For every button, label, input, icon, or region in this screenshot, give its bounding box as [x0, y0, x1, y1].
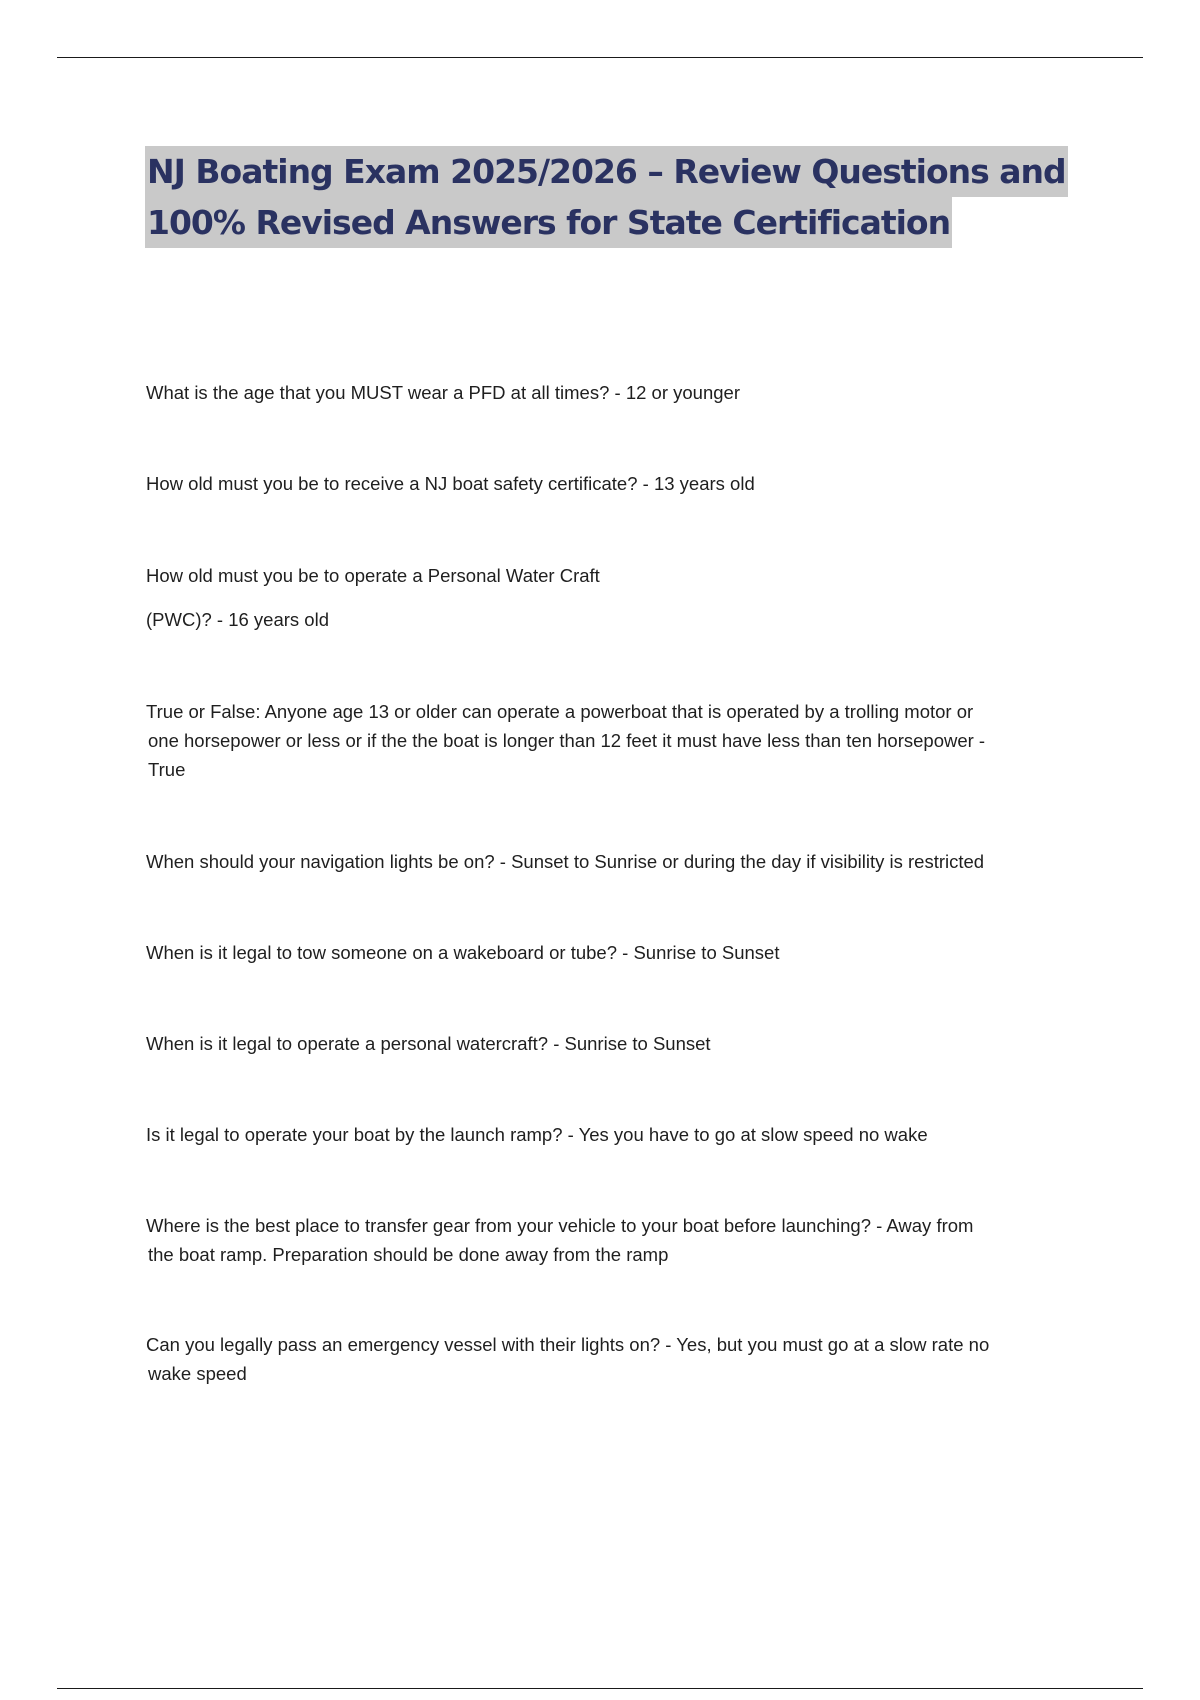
qa-line: When is it legal to tow someone on a wakeboard or tube? - Sunrise to Sunset: [146, 942, 780, 963]
qa-line: What is the age that you MUST wear a PFD at all times? - 12 or younger: [146, 382, 740, 403]
document-title: [145, 146, 1066, 248]
qa-line: Can you legally pass an emergency vessel with their lights on? - Yes, but you must go at a slow rate no: [146, 1334, 990, 1355]
qa-line: When is it legal to operate a personal watercraft? - Sunrise to Sunset: [146, 1033, 711, 1054]
qa-item-6: [146, 938, 1086, 967]
qa-line: How old must you be to receive a NJ boat safety certificate? - 13 years old: [146, 473, 755, 494]
top-rule: [57, 57, 1143, 58]
qa-item-8: [146, 1120, 1086, 1149]
qa-item-2: [146, 469, 1086, 498]
qa-line: the boat ramp. Preparation should be done away from the ramp: [148, 1244, 669, 1265]
title-line-1: NJ Boating Exam 2025/2026 – Review Questions and: [145, 146, 1068, 197]
qa-item-4: [146, 697, 1086, 784]
qa-line: When should your navigation lights be on? - Sunset to Sunrise or during the day if visibility is restricted: [146, 851, 985, 872]
qa-item-1: [146, 378, 1086, 407]
bottom-rule: [57, 1688, 1143, 1689]
qa-item-9: [146, 1211, 1086, 1269]
qa-line: True or False: Anyone age 13 or older can operate a powerboat that is operated by a trolling motor or: [146, 701, 974, 722]
qa-line: one horsepower or less or if the the boat is longer than 12 feet it must have less than ten horsepower -: [148, 730, 986, 751]
qa-line: wake speed: [148, 1363, 247, 1384]
qa-item-10: [146, 1330, 1086, 1388]
title-line-2: 100% Revised Answers for State Certification: [145, 197, 952, 248]
qa-item-7: [146, 1029, 1086, 1058]
qa-line: (PWC)? - 16 years old: [146, 609, 329, 630]
qa-item-5: [146, 847, 1086, 876]
qa-line: Is it legal to operate your boat by the launch ramp? - Yes you have to go at slow speed no wake: [146, 1124, 928, 1145]
qa-line: Where is the best place to transfer gear from your vehicle to your boat before launching? - Away from: [146, 1215, 974, 1236]
qa-line: How old must you be to operate a Personal Water Craft: [146, 565, 600, 586]
qa-item-3: [146, 561, 1086, 634]
qa-line: True: [148, 759, 186, 780]
